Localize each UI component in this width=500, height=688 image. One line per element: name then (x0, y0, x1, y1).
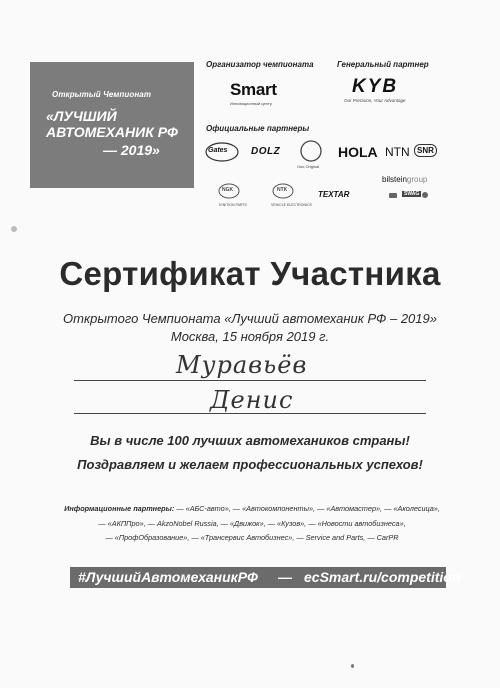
general-partner-label: Генеральный партнер (337, 60, 429, 69)
gates-text: Gates (208, 147, 228, 154)
snr-logo: SNR (414, 144, 437, 157)
name-line (74, 413, 426, 414)
championship-banner (30, 62, 194, 188)
info-partners (52, 502, 452, 546)
info-partners-list1: — «АБС-авто», — «Автокомпоненты», — «Автомастер», — «Аколесица», (176, 504, 440, 513)
bilstein-logo (382, 175, 427, 184)
banner-subtitle: Открытый Чемпионат (52, 90, 152, 99)
highlight-top100: Вы в числе 100 лучших автомехаников страны! (90, 433, 410, 448)
paper-speck (11, 226, 17, 232)
surname-line (74, 380, 426, 381)
handwritten-name: Денис (210, 386, 294, 414)
date-line: Москва, 15 ноября 2019 г. (170, 329, 330, 344)
dolz-logo: DOLZ (251, 146, 281, 157)
osram-logo (299, 139, 323, 163)
hola-logo: HOLA (338, 144, 378, 160)
bilstein-mark-icon (389, 193, 397, 198)
ntk-caption: VEHICLE ELECTRONICS (271, 203, 312, 207)
info-partners-line1 (52, 502, 452, 517)
swag-logo: SWAG (404, 191, 420, 197)
ntn-logo: NTN (385, 145, 410, 159)
info-partners-line2: — «АКППро», — AkzoNobel Russia, — «Движок», — «Кузов», — «Новости автобизнеса», (98, 518, 406, 528)
febi-logo-icon (422, 192, 428, 198)
ngk-caption: IGNITION PARTS (219, 203, 247, 207)
footer-banner (70, 567, 461, 588)
official-partners-label: Официальные партнеры (206, 124, 310, 133)
banner-title-line1: «ЛУЧШИЙ (46, 108, 117, 124)
footer-separator: — (278, 569, 292, 585)
kyb-slogan: Our Precision, Your Advantage (344, 98, 406, 103)
ntk-text: NTK (277, 187, 288, 193)
kyb-logo: KYB (352, 76, 399, 97)
bilstein-text: bilstein (382, 175, 407, 184)
footer-hashtag: #ЛучшийАвтомеханикРФ (78, 569, 258, 585)
bilstein-suffix: group (406, 175, 428, 184)
organizer-logo: Smart (230, 80, 277, 99)
championship-line: Открытого Чемпионата «Лучший автомеханик РФ – 2019» (63, 311, 437, 326)
certificate-title: Сертификат Участника (59, 255, 441, 292)
organizer-caption: Инновационный центр (230, 101, 272, 106)
info-partners-line3: — «ПрофОбразование», — «Трансервис Автобизнес», — Service and Parts, — CarPR (105, 533, 399, 542)
organizer-label: Организатор чемпионата (206, 60, 314, 69)
footer-url: ecSmart.ru/competition (304, 569, 461, 585)
info-partners-label: Информационные партнеры: (64, 504, 175, 513)
osram-caption: Oso Original (297, 164, 320, 169)
handwritten-surname: Муравьёв (176, 351, 308, 379)
ngk-text: NGK (222, 187, 234, 193)
banner-title-line3: — 2019» (103, 142, 160, 158)
highlight-congrats: Поздравляем и желаем профессиональных успехов! (77, 457, 423, 472)
textar-logo: TEXTAR (318, 190, 350, 199)
paper-speck (351, 664, 354, 668)
banner-title-line2: АВТОМЕХАНИК РФ (46, 124, 178, 140)
